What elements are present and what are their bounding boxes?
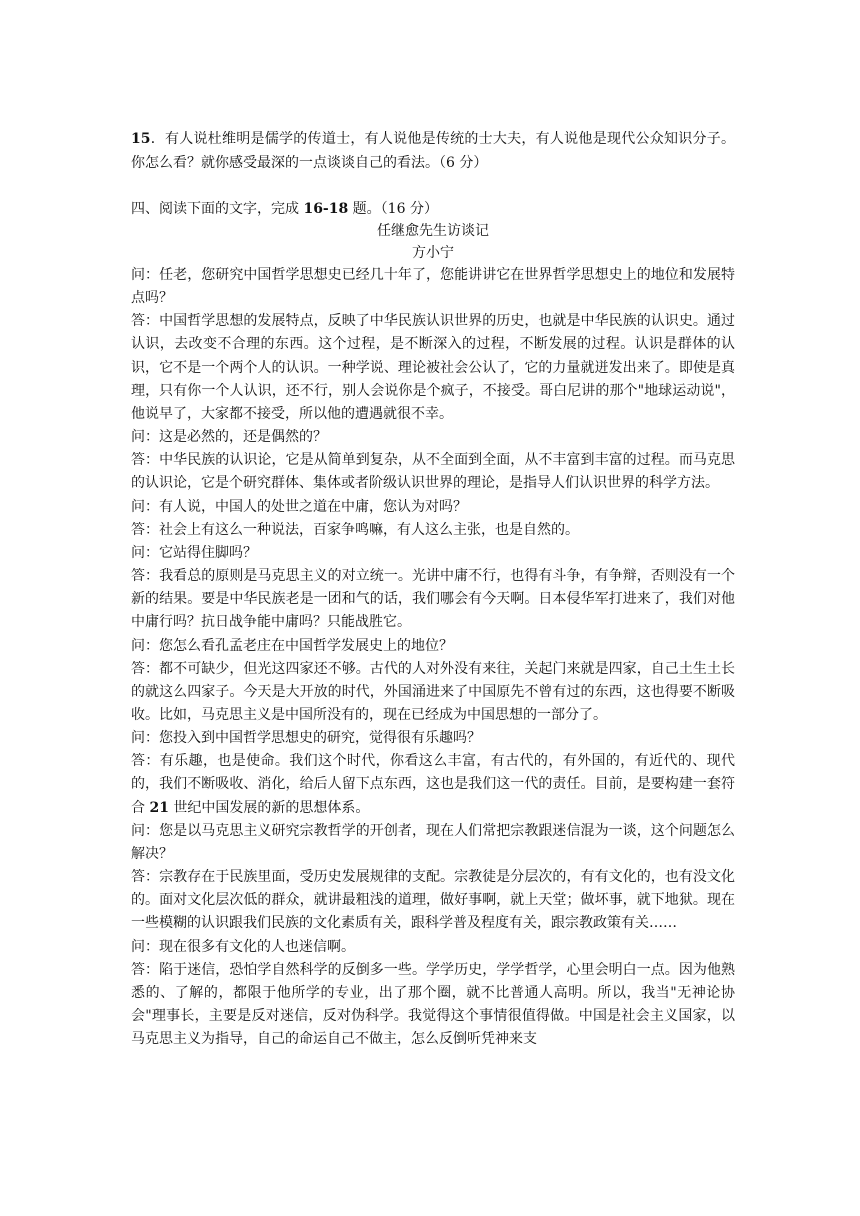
- dialog-paragraph: 答：都不可缺少，但光这四家还不够。古代的人对外没有来往，关起门来就是四家，自己土生土长的就这么四家子。今天是大开放的时代，外国涌进来了中国原先不曾有过的东西，这也得要不断吸收。比如，马克思主义是中国所没有的，现在已经成为中国思想的一部分了。: [131, 660, 735, 723]
- question-15: [131, 128, 735, 175]
- dialog-paragraph: 答：宗教存在于民族里面，受历史发展规律的支配。宗教徒是分层次的，有有文化的，也有没文化的。面对文化层次低的群众，就讲最粗浅的道理，做好事啊，就上天堂；做坏事，就下地狱。现在一些模糊的认识跟我们民族的文化素质有关，跟科学普及程度有关，跟宗教政策有关……: [131, 869, 735, 932]
- question-text: ．有人说杜维明是儒学的传道士，有人说他是传统的士大夫，有人说他是现代公众知识分子。你怎么看？就你感受最深的一点谈谈自己的看法。（6 分）: [131, 131, 735, 171]
- document-page: [131, 0, 735, 1216]
- interview-dialog: [131, 264, 735, 1051]
- dialog-paragraph: 问：这是必然的，还是偶然的？: [131, 429, 327, 446]
- dialog-paragraph: 问：您是以马克思主义研究宗教哲学的开创者，现在人们常把宗教跟迷信混为一谈，这个问题怎么解决？: [131, 822, 735, 862]
- dialog-paragraph: 问：您怎么看孔孟老庄在中国哲学发展史上的地位？: [131, 637, 453, 654]
- dialog-paragraph: 答：中华民族的认识论，它是从简单到复杂，从不全面到全面，从不丰富到丰富的过程。而马克思的认识论，它是个研究群体、集体或者阶级认识世界的理论，是指导人们认识世界的科学方法。: [131, 452, 735, 492]
- section-heading: [131, 198, 735, 220]
- answer-text: 答：有乐趣，也是使命。我们这个时代，你看这么丰富，有古代的，有外国的，有近代的、现代的，我们不断吸收、消化，给后人留下点东西，这也是我们这一代的责任。目前，是要构建一套符合: [131, 753, 735, 816]
- answer-text: 世纪中国发展的新的思想体系。: [168, 799, 370, 816]
- dialog-paragraph: 答：陷于迷信，恐怕学自然科学的反倒多一些。学学历史，学学哲学，心里会明白一点。因为他熟悉的、了解的，都限于他所学的专业，出了那个圈，就不比普通人高明。所以，我当"无神论协会"理事长，主要是反对迷信，反对伪科学。我觉得这个事情很值得做。中国是社会主义国家，以马克思主义为指导，自己的命运自己不做主，怎么反倒听凭神来支: [131, 961, 735, 1048]
- dialog-paragraph: 问：您投入到中国哲学思想史的研究，觉得很有乐趣吗？: [131, 730, 481, 747]
- dialog-paragraph: 问：任老，您研究中国哲学思想史已经几十年了，您能讲讲它在世界哲学思想史上的地位和发展特点吗？: [131, 267, 735, 307]
- dialog-paragraph: 问：它站得住脚吗？: [131, 544, 257, 561]
- article-title: 任继愈先生访谈记: [377, 223, 489, 239]
- dialog-paragraph: 答：社会上有这么一种说法，百家争鸣嘛，有人这么主张，也是自然的。: [131, 521, 579, 538]
- question-number: 15: [131, 131, 151, 147]
- article-author: 方小宁: [412, 245, 454, 261]
- dialog-paragraph: 问：现在很多有文化的人也迷信啊。: [131, 938, 355, 955]
- dialog-paragraph: 答：中国哲学思想的发展特点，反映了中华民族认识世界的历史，也就是中华民族的认识史。通过认识，去改变不合理的东西。这个过程，是不断深入的过程，不断发展的过程。认识是群体的认识，它不是一个两个人的认识。一种学说、理论被社会公认了，它的力量就迸发出来了。即使是真理，只有你一个人认识，还不行，别人会说你是个疯子，不接受。哥白尼讲的那个"地球运动说"，他说早了，大家都不接受，所以他的遭遇就很不幸。: [131, 313, 735, 422]
- dialog-paragraph: 问：有人说，中国人的处世之道在中庸，您认为对吗？: [131, 498, 467, 515]
- section-range: 16-18: [303, 201, 349, 217]
- dialog-paragraph: [131, 750, 735, 819]
- dialog-paragraph: 答：我看总的原则是马克思主义的对立统一。光讲中庸不行，也得有斗争，有争辩，否则没有一个新的结果。要是中华民族老是一团和气的话，我们哪会有今天啊。日本侵华军打进来了，我们对他中庸行吗？抗日战争能中庸吗？只能战胜它。: [131, 568, 735, 631]
- section-prefix: 四、阅读下面的文字，完成: [131, 201, 304, 217]
- section-suffix: 题。（16 分）: [348, 201, 438, 217]
- century-number: 21: [149, 799, 169, 816]
